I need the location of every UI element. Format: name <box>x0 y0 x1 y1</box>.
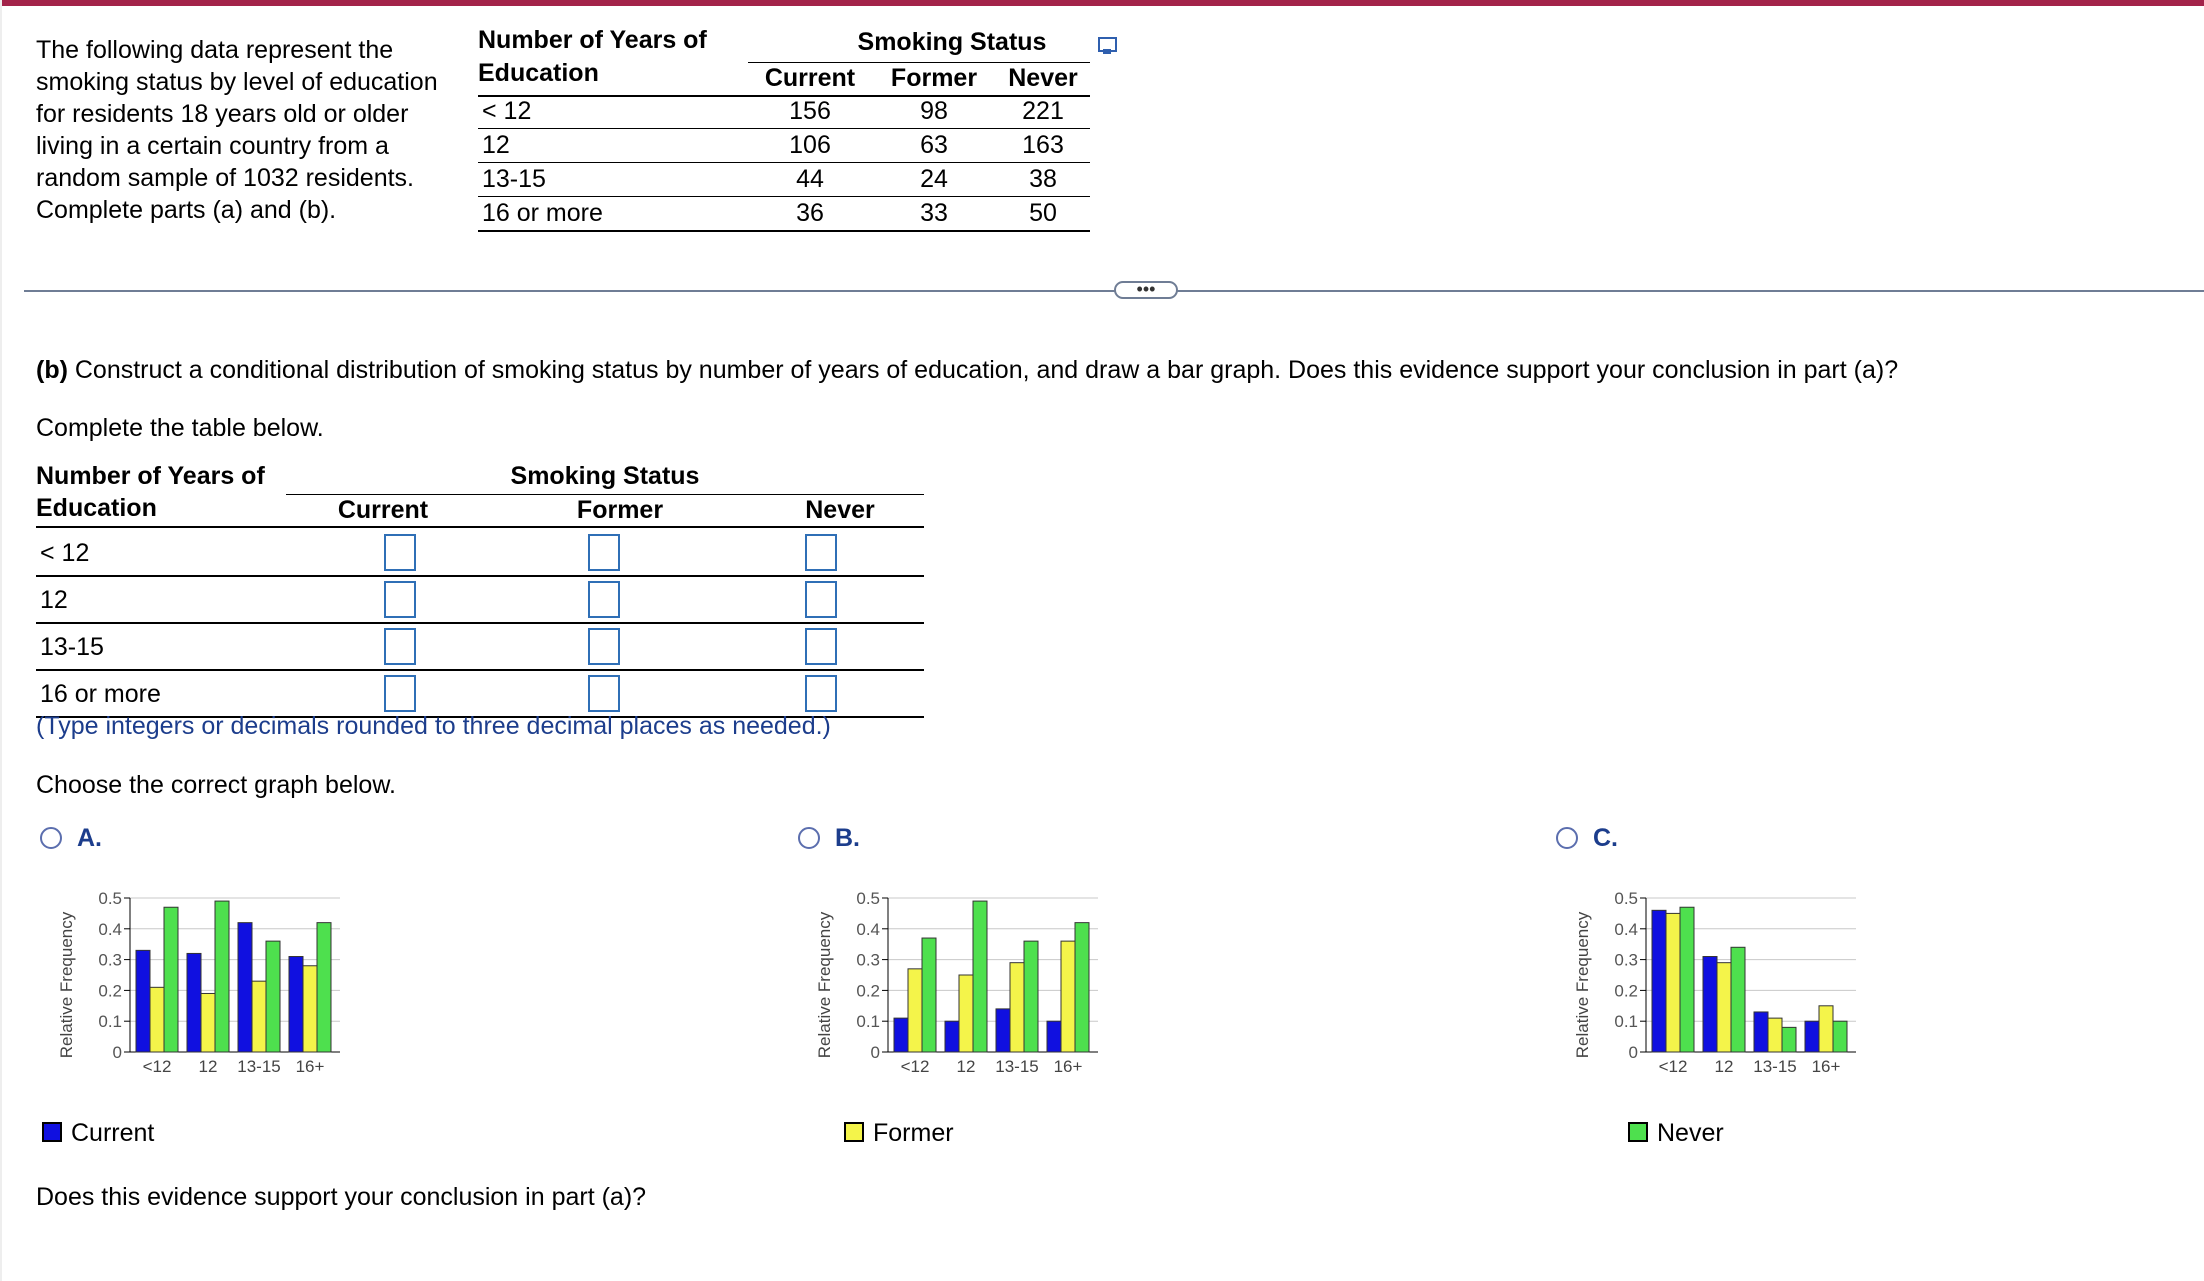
answer-input-former[interactable] <box>588 675 620 712</box>
bar-chart-option-a <box>50 870 350 1080</box>
bar-current <box>945 1021 959 1052</box>
bar-never <box>1782 1027 1796 1052</box>
table-row-header-line2: Education <box>36 494 157 522</box>
y-axis-label: Relative Frequency <box>1573 911 1592 1059</box>
answer-input-former[interactable] <box>588 581 620 618</box>
bar-never <box>922 938 936 1052</box>
intro-line: for residents 18 years old or older <box>36 100 409 128</box>
y-tick-label: 0 <box>1628 1043 1638 1062</box>
cell-value: 44 <box>796 165 824 193</box>
cell-value: 36 <box>796 199 824 227</box>
bar-current <box>1805 1021 1819 1052</box>
y-tick-label: 0.3 <box>856 950 880 970</box>
y-tick-label: 0.4 <box>856 919 880 939</box>
legend-swatch-current <box>42 1122 62 1142</box>
table-header <box>36 458 924 528</box>
bar-current <box>996 1009 1010 1052</box>
bar-former <box>1819 1006 1833 1052</box>
answer-input-never[interactable] <box>805 581 837 618</box>
top-accent-bar <box>0 0 2204 6</box>
col-header-former: Former <box>576 496 664 524</box>
intro-line: random sample of 1032 residents. <box>36 164 414 192</box>
bar-never <box>317 923 331 1052</box>
row-rule <box>478 128 1090 129</box>
legend-swatch-former <box>844 1122 864 1142</box>
bar-former <box>959 975 973 1052</box>
conditional-distribution-table <box>36 458 924 718</box>
y-tick-label: 0.5 <box>856 889 880 908</box>
x-tick-label: 13-15 <box>1753 1057 1797 1076</box>
bar-current <box>894 1018 908 1052</box>
bar-never <box>1024 941 1038 1052</box>
row-label: < 12 <box>40 539 90 567</box>
x-tick-label: 12 <box>956 1057 976 1076</box>
cell-value: 33 <box>920 199 948 227</box>
part-b-question <box>36 356 1898 385</box>
group-header-rule <box>748 62 1090 63</box>
bar-current <box>238 923 252 1052</box>
copy-data-icon[interactable] <box>1097 36 1119 56</box>
option-a-radio[interactable] <box>40 827 62 849</box>
answer-input-current[interactable] <box>384 675 416 712</box>
group-header-rule <box>286 494 924 495</box>
bar-never <box>1075 923 1089 1052</box>
row-label: 13-15 <box>40 633 104 661</box>
option-b-radio[interactable] <box>798 827 820 849</box>
row-rule <box>478 162 1090 163</box>
part-b-text: Construct a conditional distribution of smoking status by number of years of education, and draw a bar graph. Does this evidence support your conclusion in part (a)? <box>74 356 1899 384</box>
x-tick-label: 12 <box>1714 1057 1734 1076</box>
bar-former <box>1768 1018 1782 1052</box>
table-row <box>36 671 924 718</box>
y-tick-label: 0.4 <box>98 919 122 939</box>
data-table <box>478 26 1090 236</box>
bar-former <box>1666 913 1680 1052</box>
cell-value: 221 <box>1022 97 1064 125</box>
bar-former <box>303 966 317 1052</box>
table-row <box>36 577 924 624</box>
legend-swatch-never <box>1628 1122 1648 1142</box>
answer-input-current[interactable] <box>384 534 416 571</box>
intro-line: living in a certain country from a <box>36 132 389 160</box>
bar-never <box>215 901 229 1052</box>
option-b-label[interactable]: B. <box>835 824 860 852</box>
bar-former <box>1717 963 1731 1052</box>
row-label: 16 or more <box>40 680 161 708</box>
cell-value: 38 <box>1029 165 1057 193</box>
cell-value: 50 <box>1029 199 1057 227</box>
cell-value: 106 <box>789 131 831 159</box>
answer-input-current[interactable] <box>384 581 416 618</box>
answer-input-former[interactable] <box>588 628 620 665</box>
cell-value: 98 <box>920 97 948 125</box>
row-label: 16 or more <box>482 199 603 227</box>
x-tick-label: 13-15 <box>995 1057 1039 1076</box>
answer-input-never[interactable] <box>805 675 837 712</box>
table-row-header-line2: Education <box>478 59 599 87</box>
row-label: 12 <box>482 131 510 159</box>
intro-line: smoking status by level of education <box>36 68 438 96</box>
bar-chart-option-b <box>808 870 1108 1080</box>
left-edge-line <box>0 0 2 1281</box>
expand-more-button[interactable]: ••• <box>1114 281 1178 299</box>
x-tick-label: 16+ <box>1811 1057 1841 1076</box>
choose-graph-instruction: Choose the correct graph below. <box>36 771 396 799</box>
cell-value: 156 <box>789 97 831 125</box>
intro-line: The following data represent the <box>36 36 394 64</box>
x-tick-label: 13-15 <box>237 1057 281 1076</box>
cell-value: 63 <box>920 131 948 159</box>
legend-label-former: Former <box>873 1119 954 1147</box>
y-tick-label: 0 <box>870 1043 880 1062</box>
bar-current <box>1703 957 1717 1052</box>
row-rule <box>478 196 1090 197</box>
col-header-current: Current <box>337 496 429 524</box>
option-a-label[interactable]: A. <box>77 824 102 852</box>
answer-input-current[interactable] <box>384 628 416 665</box>
table-row-header-line1: Number of Years of <box>36 462 265 490</box>
legend-label-never: Never <box>1657 1119 1724 1147</box>
row-label: 13-15 <box>482 165 546 193</box>
answer-input-former[interactable] <box>588 534 620 571</box>
bar-chart-option-c <box>1566 870 1866 1080</box>
bar-never <box>1731 947 1745 1052</box>
y-axis-label: Relative Frequency <box>57 911 76 1059</box>
cell-value: 24 <box>920 165 948 193</box>
bar-current <box>1047 1021 1061 1052</box>
x-tick-label: 16+ <box>1053 1057 1083 1076</box>
intro-line: Complete parts (a) and (b). <box>36 196 337 224</box>
option-c-radio[interactable] <box>1556 827 1578 849</box>
bar-current <box>1754 1012 1768 1052</box>
bar-current <box>289 957 303 1052</box>
x-tick-label: <12 <box>142 1057 172 1076</box>
table-bottom-rule <box>478 230 1090 232</box>
table-row <box>36 530 924 577</box>
col-header-never: Never <box>805 496 875 524</box>
bar-never <box>266 941 280 1052</box>
y-tick-label: 0.2 <box>856 981 880 1001</box>
legend-label-current: Current <box>71 1119 155 1147</box>
table-row <box>36 624 924 671</box>
y-tick-label: 0.4 <box>1614 919 1638 939</box>
y-tick-label: 0.2 <box>1614 981 1638 1001</box>
y-tick-label: 0.1 <box>98 1012 122 1032</box>
bar-never <box>164 907 178 1052</box>
col-header-current: Current <box>764 64 856 92</box>
y-axis-label: Relative Frequency <box>815 911 834 1059</box>
bar-never <box>1833 1021 1847 1052</box>
col-header-former: Former <box>890 64 978 92</box>
problem-intro <box>36 34 476 226</box>
y-tick-label: 0.3 <box>98 950 122 970</box>
y-tick-label: 0.3 <box>1614 950 1638 970</box>
table-row-header-line1: Number of Years of <box>478 26 707 54</box>
support-question: Does this evidence support your conclusion in part (a)? <box>36 1183 647 1211</box>
answer-input-never[interactable] <box>805 628 837 665</box>
col-header-never: Never <box>1008 64 1078 92</box>
bar-former <box>252 981 266 1052</box>
row-label: 12 <box>40 586 68 614</box>
complete-instruction: Complete the table below. <box>36 414 324 442</box>
y-tick-label: 0.5 <box>1614 889 1638 908</box>
table-group-header: Smoking Status <box>857 28 1047 56</box>
cell-value: 163 <box>1022 131 1064 159</box>
bar-current <box>1652 910 1666 1052</box>
header-rule <box>36 526 924 528</box>
y-tick-label: 0 <box>112 1043 122 1062</box>
bar-current <box>136 950 150 1052</box>
x-tick-label: <12 <box>900 1057 930 1076</box>
y-tick-label: 0.1 <box>856 1012 880 1032</box>
y-tick-label: 0.1 <box>1614 1012 1638 1032</box>
bar-former <box>908 969 922 1052</box>
bar-never <box>973 901 987 1052</box>
x-tick-label: <12 <box>1658 1057 1688 1076</box>
answer-input-never[interactable] <box>805 534 837 571</box>
y-tick-label: 0.5 <box>98 889 122 908</box>
bar-never <box>1680 907 1694 1052</box>
row-label: < 12 <box>482 97 532 125</box>
bar-former <box>150 987 164 1052</box>
option-c-label[interactable]: C. <box>1593 824 1618 852</box>
bar-current <box>187 953 201 1052</box>
y-tick-label: 0.2 <box>98 981 122 1001</box>
bar-former <box>1010 963 1024 1052</box>
bar-former <box>1061 941 1075 1052</box>
part-b-prefix: (b) <box>36 356 68 384</box>
rounding-note: (Type integers or decimals rounded to three decimal places as needed.) <box>36 712 831 740</box>
table-group-header: Smoking Status <box>510 462 700 490</box>
x-tick-label: 12 <box>198 1057 218 1076</box>
bar-former <box>201 993 215 1052</box>
x-tick-label: 16+ <box>295 1057 325 1076</box>
